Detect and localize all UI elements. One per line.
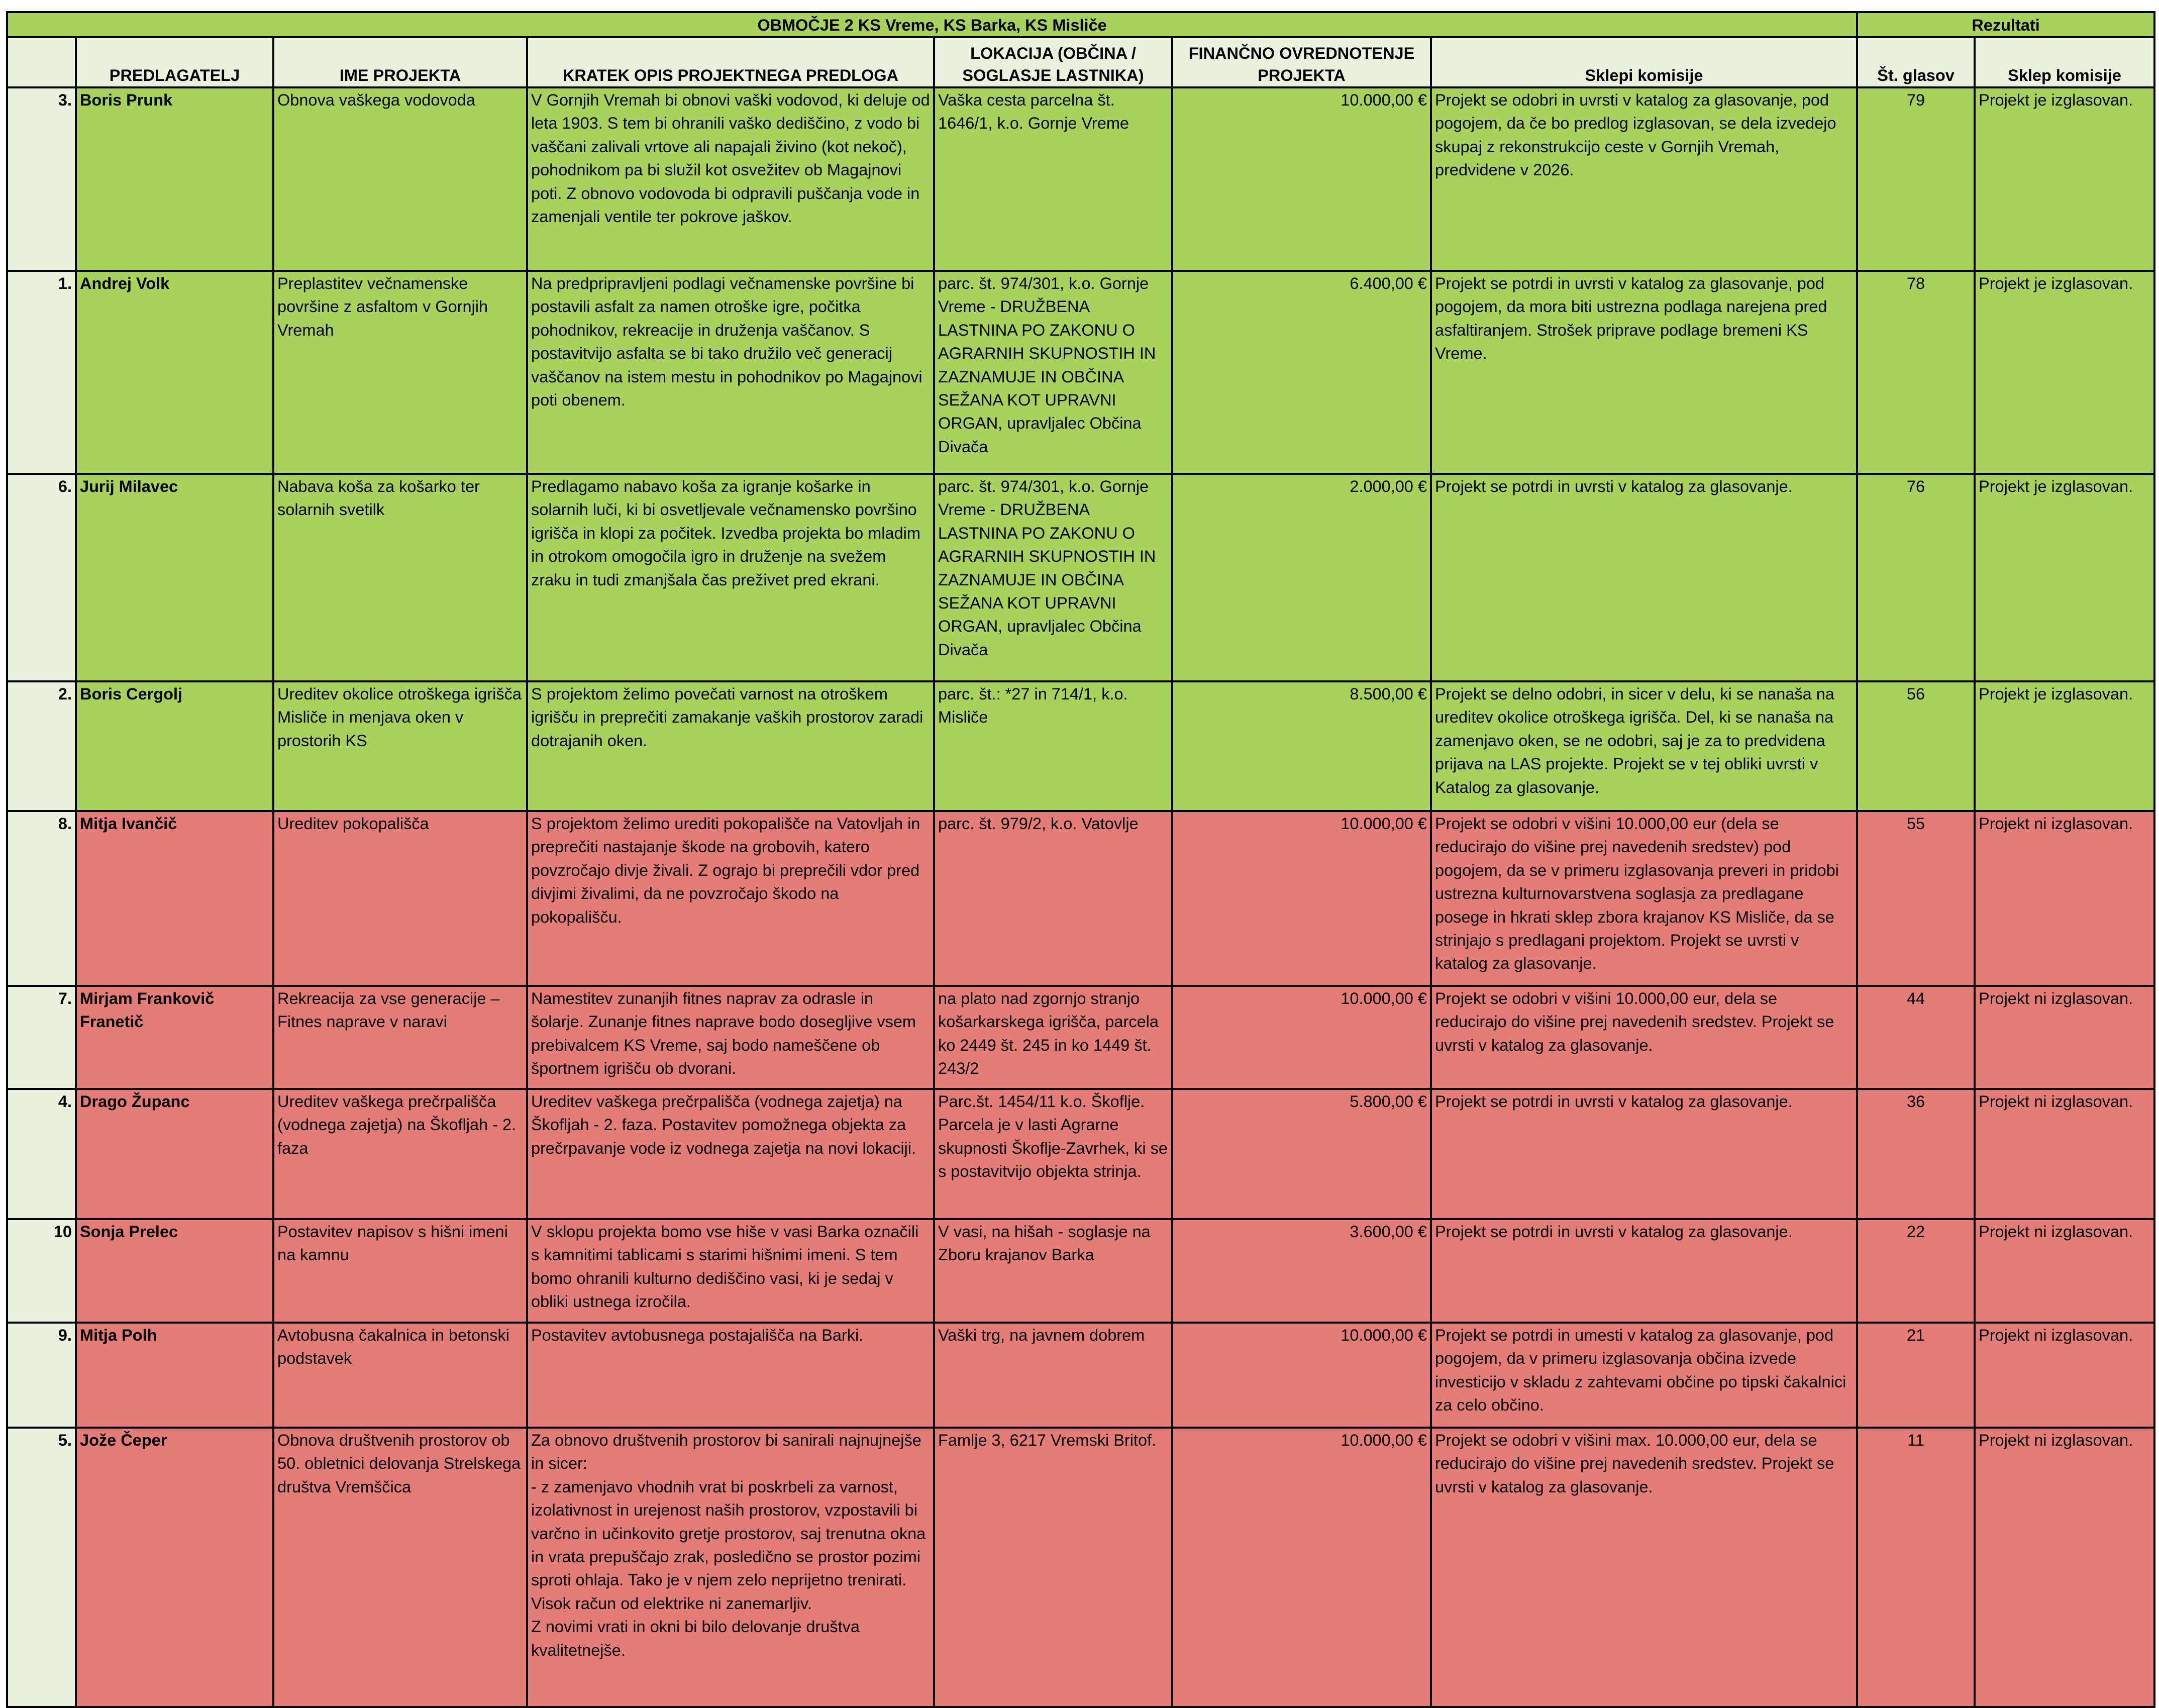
final-status: Projekt je izglasovan.	[1975, 474, 2154, 681]
row-number: 9.	[7, 1323, 76, 1428]
proposer-name: Boris Prunk	[76, 87, 273, 271]
project-amount: 10.000,00 €	[1172, 811, 1431, 986]
proposer-name: Sonja Prelec	[76, 1219, 273, 1323]
project-amount: 10.000,00 €	[1172, 1323, 1431, 1428]
projects-table	[6, 11, 2155, 1708]
header-predlagatelj: PREDLAGATELJ	[76, 37, 273, 87]
project-amount: 3.600,00 €	[1172, 1219, 1431, 1323]
vote-count: 36	[1857, 1089, 1975, 1219]
project-amount: 8.500,00 €	[1172, 681, 1431, 811]
final-status: Projekt ni izglasovan.	[1975, 1089, 2154, 1219]
final-status: Projekt je izglasovan.	[1975, 681, 2154, 811]
final-status: Projekt je izglasovan.	[1975, 271, 2154, 474]
commission-decision: Projekt se potrdi in uvrsti v katalog za glasovanje.	[1431, 1089, 1857, 1219]
commission-decision: Projekt se potrdi in uvrsti v katalog za glasovanje.	[1431, 1219, 1857, 1323]
final-status: Projekt ni izglasovan.	[1975, 1428, 2154, 1707]
project-description: V sklopu projekta bomo vse hiše v vasi Barka označili s kamnitimi tablicami s starimi hišnimi imeni. S tem bomo ohranili kulturno dediščino vasi, ki je sedaj v obliki ustnega izročila.	[527, 1219, 934, 1323]
vote-count: 78	[1857, 271, 1975, 474]
project-description: Ureditev vaškega prečrpališča (vodnega zajetja) na Škofljah - 2. faza. Postavitev pomožnega objekta za prečrpavanje vode iz vodnega zajetja na novi lokaciji.	[527, 1089, 934, 1219]
proposer-name: Jurij Milavec	[76, 474, 273, 681]
header-sklepi: Sklepi komisije	[1431, 37, 1857, 87]
project-location: Vaška cesta parcelna št. 1646/1, k.o. Gornje Vreme	[934, 87, 1172, 271]
project-name: Ureditev pokopališča	[273, 811, 527, 986]
project-description: Namestitev zunanjih fitnes naprav za odrasle in šolarje. Zunanje fitnes naprave bodo dosegljive vsem prebivalcem KS Vreme, saj bodo nameščene ob športnem igrišču ob dvorani.	[527, 986, 934, 1089]
project-name: Preplastitev večnamenske površine z asfaltom v Gornjih Vremah	[273, 271, 527, 474]
vote-count: 79	[1857, 87, 1975, 271]
project-location: Famlje 3, 6217 Vremski Britof.	[934, 1428, 1172, 1707]
project-location: Vaški trg, na javnem dobrem	[934, 1323, 1172, 1428]
title-row	[7, 12, 2154, 37]
proposer-name: Mitja Ivančič	[76, 811, 273, 986]
final-status: Projekt ni izglasovan.	[1975, 986, 2154, 1089]
table-row	[7, 87, 2154, 271]
project-name: Ureditev okolice otroškega igrišča Misliče in menjava oken v prostorih KS	[273, 681, 527, 811]
vote-count: 76	[1857, 474, 1975, 681]
commission-decision: Projekt se odobri v višini 10.000,00 eur (dela se reducirajo do višine prej navedenih sredstev) pod pogojem, da se v primeru izglasovanja preveri in pridobi ustrezna kulturnovarstvena soglasja za predlagane posege in hkrati sklep zbora krajanov KS Misliče, da se strinjajo s predlagani projektom. Projekt se uvrsti v katalog za glasovanje.	[1431, 811, 1857, 986]
table-row	[7, 1219, 2154, 1323]
commission-decision: Projekt se odobri in uvrsti v katalog za glasovanje, pod pogojem, da če bo predlog izglasovan, se dela izvedejo skupaj z rekonstrukcijo ceste v Gornjih Vremah, predvidene v 2026.	[1431, 87, 1857, 271]
project-description: S projektom želimo urediti pokopališče na Vatovljah in preprečiti nastajanje škode na grobovih, katero povzročajo divje živali. Z ograjo bi preprečili vdor pred divjimi živalimi, da ne povzročajo škodo na pokopališču.	[527, 811, 934, 986]
commission-decision: Projekt se potrdi in uvrsti v katalog za glasovanje, pod pogojem, da mora biti ustrezna podlaga narejena pred asfaltiranjem. Strošek priprave podlage bremeni KS Vreme.	[1431, 271, 1857, 474]
header-num	[7, 37, 76, 87]
commission-decision: Projekt se potrdi in uvrsti v katalog za glasovanje.	[1431, 474, 1857, 681]
header-opis: KRATEK OPIS PROJEKTNEGA PREDLOGA	[527, 37, 934, 87]
header-financno: FINANČNO OVREDNOTENJE PROJEKTA	[1172, 37, 1431, 87]
commission-decision: Projekt se potrdi in umesti v katalog za glasovanje, pod pogojem, da v primeru izglasovanja občina izvede investicijo v skladu z zahtevami občine po tipski čakalnici za celo občino.	[1431, 1323, 1857, 1428]
results-title: Rezultati	[1857, 12, 2154, 37]
proposer-name: Mitja Polh	[76, 1323, 273, 1428]
project-description: S projektom želimo povečati varnost na otroškem igrišču in preprečiti zamakanje vaških prostorov zaradi dotrajanih oken.	[527, 681, 934, 811]
commission-decision: Projekt se delno odobri, in sicer v delu, ki se nanaša na ureditev okolice otroškega igrišča. Del, ki se nanaša na zamenjavo oken, se ne odobri, saj je za to predvidena prijava na LAS projekte. Projekt se v tej obliki uvrsti v Katalog za glasovanje.	[1431, 681, 1857, 811]
header-row	[7, 37, 2154, 87]
final-status: Projekt je izglasovan.	[1975, 87, 2154, 271]
project-name: Avtobusna čakalnica in betonski podstavek	[273, 1323, 527, 1428]
project-name: Ureditev vaškega prečrpališča (vodnega zajetja) na Škofljah - 2. faza	[273, 1089, 527, 1219]
row-number: 7.	[7, 986, 76, 1089]
final-status: Projekt ni izglasovan.	[1975, 811, 2154, 986]
project-amount: 5.800,00 €	[1172, 1089, 1431, 1219]
proposer-name: Mirjam Frankovič Franetič	[76, 986, 273, 1089]
table-row	[7, 986, 2154, 1089]
project-amount: 10.000,00 €	[1172, 87, 1431, 271]
project-location: parc. št. 974/301, k.o. Gornje Vreme - DRUŽBENA LASTNINA PO ZAKONU O AGRARNIH SKUPNOSTIH IN ZAZNAMUJE IN OBČINA SEŽANA KOT UPRAVNI ORGAN, upravljalec Občina Divača	[934, 271, 1172, 474]
project-location: parc. št.: *27 in 714/1, k.o. Misliče	[934, 681, 1172, 811]
vote-count: 11	[1857, 1428, 1975, 1707]
project-name: Obnova društvenih prostorov ob 50. obletnici delovanja Strelskega društva Vremščica	[273, 1428, 527, 1707]
row-number: 6.	[7, 474, 76, 681]
row-number: 5.	[7, 1428, 76, 1707]
project-amount: 10.000,00 €	[1172, 986, 1431, 1089]
final-status: Projekt ni izglasovan.	[1975, 1323, 2154, 1428]
project-location: na plato nad zgornjo stranjo košarkarskega igrišča, parcela ko 2449 št. 245 in ko 1449 št. 243/2	[934, 986, 1172, 1089]
project-amount: 10.000,00 €	[1172, 1428, 1431, 1707]
proposer-name: Boris Cergolj	[76, 681, 273, 811]
project-description: Na predpripravljeni podlagi večnamenske površine bi postavili asfalt za namen otroške igre, počitka pohodnikov, rekreacije in druženja vaščanov. S postavitvijo asfalta se bi tako družilo več generacij vaščanov na istem mestu in pohodnikov po Magajnovi poti obenem.	[527, 271, 934, 474]
commission-decision: Projekt se odobri v višini max. 10.000,00 eur, dela se reducirajo do višine prej navedenih sredstev. Projekt se uvrsti v katalog za glasovanje.	[1431, 1428, 1857, 1707]
project-location: parc. št. 974/301, k.o. Gornje Vreme - DRUŽBENA LASTNINA PO ZAKONU O AGRARNIH SKUPNOSTIH IN ZAZNAMUJE IN OBČINA SEŽANA KOT UPRAVNI ORGAN, upravljalec Občina Divača	[934, 474, 1172, 681]
project-description: Za obnovo društvenih prostorov bi sanirali najnujnejše in sicer: - z zamenjavo vhodnih vrat bi poskrbeli za varnost, izolativnost in urejenost naših prostorov, vzpostavili bi varčno in učinkovito gretje prostorov, saj trenutna okna in vrata prepuščajo zrak, posledično se prostor pozimi sproti ohlaja. Tako je v njem zelo neprijetno trenirati. Visok račun od elektrike ni zanemarljiv. Z novimi vrati in okni bi bilo delovanje društva kvalitetnejše.	[527, 1428, 934, 1707]
table-row	[7, 811, 2154, 986]
project-name: Postavitev napisov s hišni imeni na kamnu	[273, 1219, 527, 1323]
vote-count: 22	[1857, 1219, 1975, 1323]
area-title: OBMOČJE 2 KS Vreme, KS Barka, KS Misliče	[7, 12, 1857, 37]
project-amount: 2.000,00 €	[1172, 474, 1431, 681]
row-number: 1.	[7, 271, 76, 474]
row-number: 4.	[7, 1089, 76, 1219]
proposer-name: Drago Županc	[76, 1089, 273, 1219]
project-location: parc. št. 979/2, k.o. Vatovlje	[934, 811, 1172, 986]
project-name: Rekreacija za vse generacije – Fitnes naprave v naravi	[273, 986, 527, 1089]
header-lokacija: LOKACIJA (OBČINA / SOGLASJE LASTNIKA)	[934, 37, 1172, 87]
header-sklep-komisije: Sklep komisije	[1975, 37, 2154, 87]
project-name: Nabava koša za košarko ter solarnih svetilk	[273, 474, 527, 681]
row-number: 3.	[7, 87, 76, 271]
final-status: Projekt ni izglasovan.	[1975, 1219, 2154, 1323]
project-description: Predlagamo nabavo koša za igranje košarke in solarnih luči, ki bi osvetljevale večnamensko površino igrišča in klopi za počitek. Izvedba projekta bo mladim in otrokom omogočila igro in druženje na svežem zraku in tudi zmanjšala čas preživet pred ekrani.	[527, 474, 934, 681]
table-row	[7, 474, 2154, 681]
table-row	[7, 1089, 2154, 1219]
proposer-name: Andrej Volk	[76, 271, 273, 474]
vote-count: 56	[1857, 681, 1975, 811]
project-location: V vasi, na hišah - soglasje na Zboru krajanov Barka	[934, 1219, 1172, 1323]
table-row	[7, 1323, 2154, 1428]
project-description: V Gornjih Vremah bi obnovi vaški vodovod, ki deluje od leta 1903. S tem bi ohranili vaško dediščino, z vodo bi vaščani zalivali vrtove ali napajali živino (kot nekoč), pohodnikom pa bi služil kot osvežitev ob Magajnovi poti. Z obnovo vodovoda bi odpravili puščanja vode in zamenjali ventile ter pokrove jaškov.	[527, 87, 934, 271]
vote-count: 44	[1857, 986, 1975, 1089]
proposer-name: Jože Čeper	[76, 1428, 273, 1707]
project-amount: 6.400,00 €	[1172, 271, 1431, 474]
row-number: 2.	[7, 681, 76, 811]
project-location: Parc.št. 1454/11 k.o. Škoflje. Parcela je v lasti Agrarne skupnosti Škoflje-Zavrhek, ki se s postavitvijo objekta strinja.	[934, 1089, 1172, 1219]
table-row	[7, 271, 2154, 474]
commission-decision: Projekt se odobri v višini 10.000,00 eur, dela se reducirajo do višine prej navedenih sredstev. Projekt se uvrsti v katalog za glasovanje.	[1431, 986, 1857, 1089]
table-row	[7, 1428, 2154, 1707]
project-name: Obnova vaškega vodovoda	[273, 87, 527, 271]
vote-count: 21	[1857, 1323, 1975, 1428]
row-number: 8.	[7, 811, 76, 986]
project-description: Postavitev avtobusnega postajališča na Barki.	[527, 1323, 934, 1428]
header-glasov: Št. glasov	[1857, 37, 1975, 87]
vote-count: 55	[1857, 811, 1975, 986]
table-row	[7, 681, 2154, 811]
row-number: 10	[7, 1219, 76, 1323]
header-ime-projekta: IME PROJEKTA	[273, 37, 527, 87]
